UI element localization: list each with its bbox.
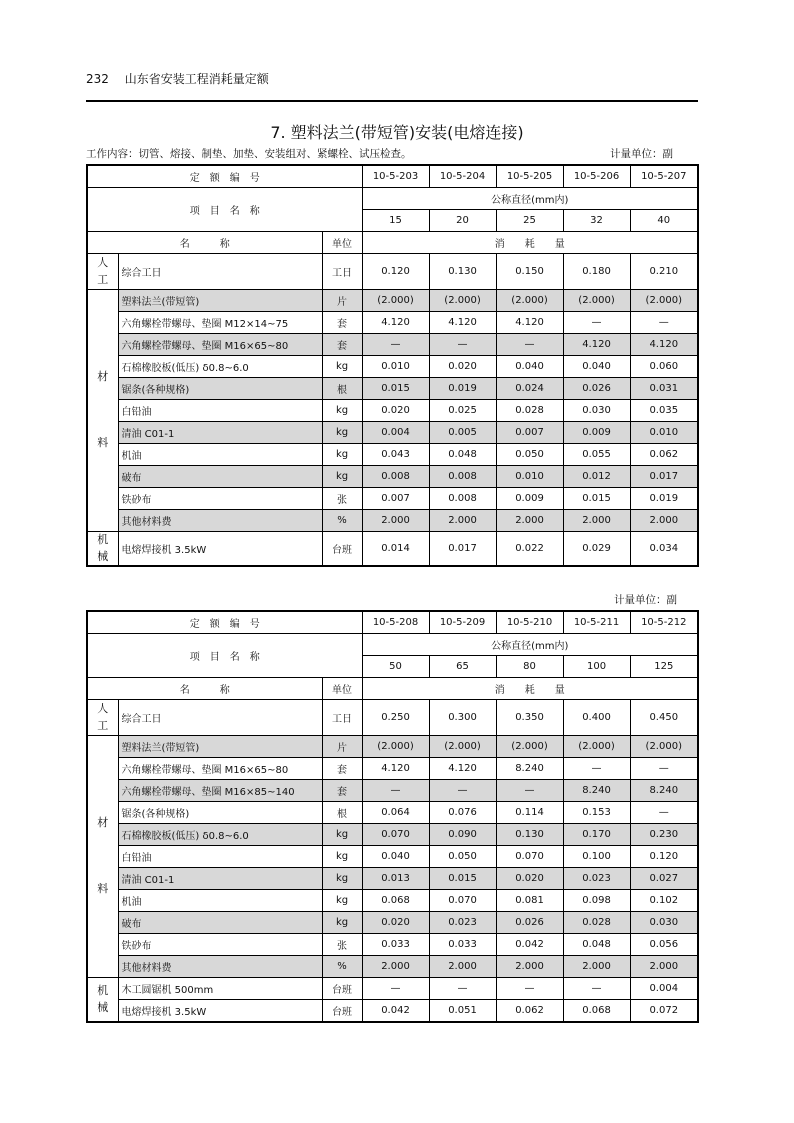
table-row: [87, 356, 698, 378]
quota-code: 10-5-210: [496, 611, 563, 634]
page-number: 232: [86, 72, 109, 86]
table-row: [87, 868, 698, 890]
value-cell: 0.007: [496, 422, 563, 444]
value-cell: 0.026: [563, 378, 630, 400]
value-cell: 0.028: [563, 912, 630, 934]
diameter-value: 50: [362, 656, 429, 678]
section-title: 7. 塑料法兰(带短管)安装(电熔连接): [270, 123, 524, 142]
value-cell: 0.017: [630, 466, 698, 488]
value-cell: 0.043: [362, 444, 429, 466]
material-name: 电熔焊接机 3.5kW: [118, 532, 322, 567]
unit-cell: 台班: [322, 532, 362, 567]
diameter-value: 32: [563, 210, 630, 232]
value-cell: 0.230: [630, 824, 698, 846]
value-cell: 0.031: [630, 378, 698, 400]
unit-column-header: 单位: [322, 232, 362, 254]
value-cell: —: [362, 334, 429, 356]
diameter-value: 100: [563, 656, 630, 678]
value-cell: 0.020: [429, 356, 496, 378]
value-cell: (2.000): [429, 290, 496, 312]
material-name: 锯条(各种规格): [118, 802, 322, 824]
quota-code: 10-5-211: [563, 611, 630, 634]
value-cell: 0.350: [496, 700, 563, 736]
value-cell: 0.008: [362, 466, 429, 488]
value-cell: 0.040: [362, 846, 429, 868]
value-cell: 0.022: [496, 532, 563, 567]
item-name-row: [87, 634, 698, 656]
value-cell: 0.008: [429, 466, 496, 488]
unit-cell: 根: [322, 378, 362, 400]
value-cell: 0.400: [563, 700, 630, 736]
table-row: [87, 312, 698, 334]
value-cell: 0.055: [563, 444, 630, 466]
category-label: 机 械: [87, 532, 118, 567]
table-row: [87, 334, 698, 356]
item-name-label: 项 目 名 称: [87, 188, 362, 232]
value-cell: (2.000): [563, 736, 630, 758]
running-header: [86, 70, 269, 87]
diameter-value: 40: [630, 210, 698, 232]
unit-cell: kg: [322, 444, 362, 466]
value-cell: 0.042: [496, 934, 563, 956]
value-cell: 0.009: [496, 488, 563, 510]
value-cell: 0.004: [362, 422, 429, 444]
material-name: 六角螺栓带螺母、垫圈 M16×85~140: [118, 780, 322, 802]
unit-cell: %: [322, 956, 362, 978]
value-cell: 0.070: [429, 890, 496, 912]
quota-table-2: [86, 610, 699, 1023]
value-cell: 2.000: [429, 956, 496, 978]
unit-cell: 套: [322, 312, 362, 334]
category-label: 材 料: [87, 290, 118, 532]
unit-cell: 张: [322, 934, 362, 956]
value-cell: 0.010: [630, 422, 698, 444]
table-row: [87, 1000, 698, 1023]
value-cell: 0.300: [429, 700, 496, 736]
value-cell: 0.051: [429, 1000, 496, 1023]
value-cell: 0.025: [429, 400, 496, 422]
value-cell: 0.004: [630, 978, 698, 1000]
material-name: 综合工日: [118, 700, 322, 736]
value-cell: 0.008: [429, 488, 496, 510]
material-name: 六角螺栓带螺母、垫圈 M16×65~80: [118, 758, 322, 780]
value-cell: —: [630, 312, 698, 334]
value-cell: 0.015: [563, 488, 630, 510]
unit-cell: kg: [322, 868, 362, 890]
value-cell: 0.210: [630, 254, 698, 290]
value-cell: 0.019: [429, 378, 496, 400]
value-cell: 0.015: [362, 378, 429, 400]
value-cell: 0.023: [563, 868, 630, 890]
unit-cell: kg: [322, 400, 362, 422]
value-cell: 2.000: [496, 510, 563, 532]
unit-cell: kg: [322, 466, 362, 488]
table-row: [87, 378, 698, 400]
value-cell: 0.062: [630, 444, 698, 466]
value-cell: 0.120: [630, 846, 698, 868]
value-cell: (2.000): [362, 290, 429, 312]
value-cell: —: [563, 758, 630, 780]
table-row: [87, 254, 698, 290]
value-cell: 0.012: [563, 466, 630, 488]
quota-code: 10-5-205: [496, 165, 563, 188]
value-cell: —: [563, 978, 630, 1000]
work-content: 工作内容：切管、熔接、制垫、加垫、安装组对、紧螺栓、试压检查。: [86, 148, 412, 160]
unit-cell: 张: [322, 488, 362, 510]
value-cell: 0.072: [630, 1000, 698, 1023]
value-cell: 2.000: [496, 956, 563, 978]
value-cell: 0.014: [362, 532, 429, 567]
diameter-value: 25: [496, 210, 563, 232]
table-row: [87, 290, 698, 312]
value-cell: 2.000: [630, 510, 698, 532]
value-cell: 0.040: [563, 356, 630, 378]
value-cell: —: [362, 978, 429, 1000]
diameter-value: 15: [362, 210, 429, 232]
value-cell: 4.120: [429, 312, 496, 334]
value-cell: 0.029: [563, 532, 630, 567]
value-cell: 0.020: [362, 912, 429, 934]
category-label: 机 械: [87, 978, 118, 1023]
value-cell: 0.081: [496, 890, 563, 912]
unit-cell: kg: [322, 890, 362, 912]
material-name: 六角螺栓带螺母、垫圈 M16×65~80: [118, 334, 322, 356]
unit-cell: 套: [322, 334, 362, 356]
value-cell: —: [496, 978, 563, 1000]
value-cell: —: [630, 758, 698, 780]
value-cell: 4.120: [630, 334, 698, 356]
value-cell: 2.000: [429, 510, 496, 532]
value-cell: 0.070: [362, 824, 429, 846]
name-column-header: 名 称: [87, 678, 322, 700]
consumption-header: 消 耗 量: [362, 678, 698, 700]
value-cell: (2.000): [630, 736, 698, 758]
value-cell: —: [362, 780, 429, 802]
unit-cell: kg: [322, 356, 362, 378]
value-cell: —: [429, 978, 496, 1000]
material-name: 六角螺栓带螺母、垫圈 M12×14~75: [118, 312, 322, 334]
quota-code-row: [87, 611, 698, 634]
value-cell: 0.030: [563, 400, 630, 422]
material-name: 破布: [118, 912, 322, 934]
value-cell: 2.000: [563, 956, 630, 978]
material-name: 清油 C01-1: [118, 868, 322, 890]
value-cell: 0.056: [630, 934, 698, 956]
value-cell: 0.042: [362, 1000, 429, 1023]
value-cell: 0.040: [496, 356, 563, 378]
value-cell: 0.060: [630, 356, 698, 378]
value-cell: 0.062: [496, 1000, 563, 1023]
material-name: 其他材料费: [118, 510, 322, 532]
category-label: 人 工: [87, 700, 118, 736]
value-cell: 0.090: [429, 824, 496, 846]
table-row: [87, 846, 698, 868]
unit-cell: kg: [322, 824, 362, 846]
value-cell: 0.028: [496, 400, 563, 422]
material-name: 白铅油: [118, 400, 322, 422]
value-cell: 0.098: [563, 890, 630, 912]
measure-unit-2: 计量单位：副: [614, 594, 677, 606]
diameter-value: 125: [630, 656, 698, 678]
value-cell: 0.020: [496, 868, 563, 890]
value-cell: 2.000: [362, 510, 429, 532]
category-label: 人 工: [87, 254, 118, 290]
item-name-row: [87, 188, 698, 210]
value-cell: —: [496, 334, 563, 356]
value-cell: 0.024: [496, 378, 563, 400]
value-cell: 0.013: [362, 868, 429, 890]
value-cell: 0.068: [362, 890, 429, 912]
unit-cell: kg: [322, 912, 362, 934]
value-cell: 0.019: [630, 488, 698, 510]
quota-code-label: 定 额 编 号: [87, 611, 362, 634]
unit-cell: 套: [322, 780, 362, 802]
value-cell: —: [630, 802, 698, 824]
value-cell: 0.076: [429, 802, 496, 824]
table-row: [87, 422, 698, 444]
value-cell: 0.034: [630, 532, 698, 567]
quota-code: 10-5-207: [630, 165, 698, 188]
unit-cell: kg: [322, 846, 362, 868]
quota-code: 10-5-212: [630, 611, 698, 634]
value-cell: 0.030: [630, 912, 698, 934]
material-name: 铁砂布: [118, 488, 322, 510]
value-cell: 0.450: [630, 700, 698, 736]
value-cell: 0.130: [429, 254, 496, 290]
category-label: 材 料: [87, 736, 118, 978]
unit-cell: 台班: [322, 978, 362, 1000]
quota-code: 10-5-208: [362, 611, 429, 634]
table-row: [87, 956, 698, 978]
table-row: [87, 488, 698, 510]
value-cell: 0.064: [362, 802, 429, 824]
value-cell: (2.000): [496, 736, 563, 758]
material-name: 铁砂布: [118, 934, 322, 956]
table-row: [87, 532, 698, 567]
diameter-value: 65: [429, 656, 496, 678]
quota-code-row: [87, 165, 698, 188]
value-cell: 0.010: [496, 466, 563, 488]
quota-code-label: 定 额 编 号: [87, 165, 362, 188]
item-name-label: 项 目 名 称: [87, 634, 362, 678]
material-name: 其他材料费: [118, 956, 322, 978]
unit-cell: %: [322, 510, 362, 532]
measure-unit-1: 计量单位：副: [610, 148, 673, 160]
value-cell: 4.120: [563, 334, 630, 356]
value-cell: —: [496, 780, 563, 802]
value-cell: 4.120: [362, 758, 429, 780]
material-name: 木工圆锯机 500mm: [118, 978, 322, 1000]
value-cell: 0.050: [496, 444, 563, 466]
value-cell: 0.048: [563, 934, 630, 956]
material-name: 石棉橡胶板(低压) δ0.8~6.0: [118, 824, 322, 846]
value-cell: —: [429, 780, 496, 802]
material-name: 电熔焊接机 3.5kW: [118, 1000, 322, 1023]
unit-cell: 片: [322, 736, 362, 758]
material-name: 白铅油: [118, 846, 322, 868]
material-name: 塑料法兰(带短管): [118, 290, 322, 312]
column-header-row: [87, 232, 698, 254]
unit-cell: 工日: [322, 254, 362, 290]
value-cell: 4.120: [429, 758, 496, 780]
diameter-value: 80: [496, 656, 563, 678]
value-cell: 4.120: [496, 312, 563, 334]
value-cell: 0.150: [496, 254, 563, 290]
value-cell: (2.000): [362, 736, 429, 758]
value-cell: 0.033: [429, 934, 496, 956]
table-row: [87, 510, 698, 532]
value-cell: 0.114: [496, 802, 563, 824]
value-cell: 0.100: [563, 846, 630, 868]
value-cell: 0.068: [563, 1000, 630, 1023]
table-row: [87, 758, 698, 780]
table-row: [87, 912, 698, 934]
material-name: 锯条(各种规格): [118, 378, 322, 400]
unit-cell: 工日: [322, 700, 362, 736]
diameter-value: 20: [429, 210, 496, 232]
value-cell: 0.033: [362, 934, 429, 956]
material-name: 塑料法兰(带短管): [118, 736, 322, 758]
value-cell: 0.102: [630, 890, 698, 912]
value-cell: 0.180: [563, 254, 630, 290]
quota-table-1: [86, 164, 699, 567]
table-row: [87, 934, 698, 956]
value-cell: 0.035: [630, 400, 698, 422]
book-title: 山东省安装工程消耗量定额: [124, 72, 269, 86]
material-name: 机油: [118, 890, 322, 912]
table-row: [87, 700, 698, 736]
unit-cell: 片: [322, 290, 362, 312]
table-row: [87, 802, 698, 824]
table-row: [87, 466, 698, 488]
quota-code: 10-5-204: [429, 165, 496, 188]
value-cell: 0.026: [496, 912, 563, 934]
value-cell: 2.000: [362, 956, 429, 978]
name-column-header: 名 称: [87, 232, 322, 254]
unit-cell: 套: [322, 758, 362, 780]
value-cell: 0.005: [429, 422, 496, 444]
value-cell: 4.120: [362, 312, 429, 334]
material-name: 石棉橡胶板(低压) δ0.8~6.0: [118, 356, 322, 378]
quota-code: 10-5-203: [362, 165, 429, 188]
value-cell: 0.050: [429, 846, 496, 868]
diameter-label: 公称直径(mm内): [362, 634, 698, 656]
value-cell: 0.130: [496, 824, 563, 846]
table-row: [87, 824, 698, 846]
value-cell: (2.000): [630, 290, 698, 312]
value-cell: 2.000: [563, 510, 630, 532]
value-cell: 0.027: [630, 868, 698, 890]
value-cell: 8.240: [563, 780, 630, 802]
unit-cell: 台班: [322, 1000, 362, 1023]
value-cell: (2.000): [563, 290, 630, 312]
value-cell: 0.020: [362, 400, 429, 422]
value-cell: 0.170: [563, 824, 630, 846]
table-row: [87, 400, 698, 422]
value-cell: 0.120: [362, 254, 429, 290]
value-cell: 0.007: [362, 488, 429, 510]
value-cell: (2.000): [496, 290, 563, 312]
material-name: 综合工日: [118, 254, 322, 290]
quota-code: 10-5-206: [563, 165, 630, 188]
material-name: 破布: [118, 466, 322, 488]
value-cell: 2.000: [630, 956, 698, 978]
value-cell: 0.010: [362, 356, 429, 378]
value-cell: 0.250: [362, 700, 429, 736]
table-row: [87, 978, 698, 1000]
value-cell: 0.153: [563, 802, 630, 824]
value-cell: (2.000): [429, 736, 496, 758]
diameter-label: 公称直径(mm内): [362, 188, 698, 210]
value-cell: 0.015: [429, 868, 496, 890]
column-header-row: [87, 678, 698, 700]
table-row: [87, 736, 698, 758]
value-cell: 0.023: [429, 912, 496, 934]
table-row: [87, 780, 698, 802]
value-cell: —: [563, 312, 630, 334]
value-cell: 0.048: [429, 444, 496, 466]
value-cell: 8.240: [630, 780, 698, 802]
value-cell: —: [429, 334, 496, 356]
value-cell: 0.070: [496, 846, 563, 868]
material-name: 清油 C01-1: [118, 422, 322, 444]
unit-column-header: 单位: [322, 678, 362, 700]
header-rule: [86, 100, 698, 102]
consumption-header: 消 耗 量: [362, 232, 698, 254]
table-row: [87, 444, 698, 466]
unit-cell: 根: [322, 802, 362, 824]
material-name: 机油: [118, 444, 322, 466]
value-cell: 0.017: [429, 532, 496, 567]
quota-code: 10-5-209: [429, 611, 496, 634]
unit-cell: kg: [322, 422, 362, 444]
value-cell: 8.240: [496, 758, 563, 780]
table-row: [87, 890, 698, 912]
value-cell: 0.009: [563, 422, 630, 444]
